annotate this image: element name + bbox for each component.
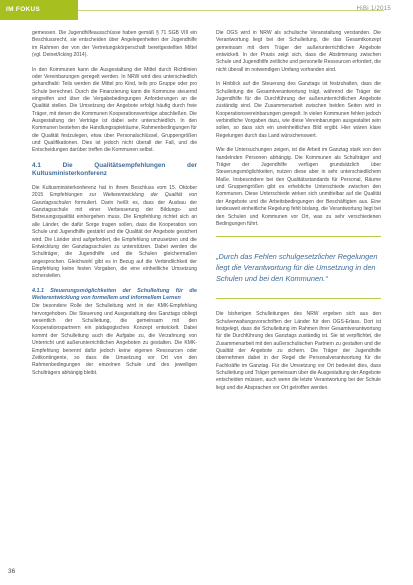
page-header [0,0,413,20]
section-tag [0,0,78,20]
paragraph: Die besondere Rolle der Schulleitung wird in der KMK-Empfehlung hervorgehoben. Die Steuerung und Ausgestaltung des Ganztags obliegt wesentlich der Schulleitung, die gemeinsam mit den Kooperationspartnern ein pädagogisches Konzept entwickelt. Dabei kommt der Schulleitung auch die Aufgabe zu, die Verzahnung von Unterricht und außerunterrichtlichen Angeboten zu gestalten. Die KMK-Empfehlung benennt dafür jedoch keine eigenen Ressourcen oder Zeitkontingente, so dass die Umsetzung vor Ort von den Rahmenbedingungen der einzelnen Schule und des jeweiligen Schulträgers abhängig bleibt. [32,303,197,376]
issue-label: HiBi 1/2015 [356,6,391,12]
pull-quote-text: „Durch das Fehlen schulgesetzlicher Regelungen liegt die Verantwortung für die Umsetzung in den Schulen und bei den Kommunen.“ [216,252,378,284]
paragraph [32,185,197,280]
paragraph: Wie die Untersuchungen zeigen, ist die Arbeit im Ganztag stark von den handelnden Personen abhängig. Die Kommunen als Schulträger und Träger der Jugendhilfe verfügen grundsätzlich über Steuerungsmöglichkeiten, nutzen diese aber in sehr unterschiedlichem Maße. Insbesondere bei den Qualitätsstandards für Personal, Räume und Gruppengrößen gibt es erhebliche Unterschiede zwischen den Kommunen. Diese Unterschiede wirken sich unmittelbar auf die Qualität der Angebote und die Arbeitsbedingungen der Beschäftigten aus. Eine landesweit einheitliche Regelung fehlt bislang, die Verantwortung liegt bei den Schulen und Kommunen vor Ort, was zu sehr verschiedenen Bedingungen führt. [216,147,381,227]
paragraph: In den Kommunen kann die Ausgestaltung der Mittel durch Richtlinien oder Vereinbarungen geregelt werden. In NRW wird dies unterschiedlich gehandhabt: Teils werden die Mittel pro Kind, teils pro Gruppe oder pro Schule berechnet. Durch die Finanzierung kann die Kommune steuernd eingreifen und über die Vergabebedingungen Anforderungen an die Qualität stellen. Die Umsetzung der Angebote erfolgt häufig durch freie Träger, mit denen die Kommunen Kooperationsverträge abschließen. Die Ausgestaltung der Verträge ist dabei sehr unterschiedlich. In den Kommunen bestehen die Handlungsspielräume, Rahmenbedingungen für die Qualität festzulegen, etwa über Personalschlüssel, Gruppengrößen und Qualifikationen. Dies ist jedoch nicht überall der Fall, und die Entscheidungen darüber treffen die Kommunen selbst. [32,66,197,154]
left-column [32,30,197,384]
paragraph: In Hinblick auf die Steuerung des Ganztags ist festzuhalten, dass die Schulleitung die Gesamtverantwortung trägt, während die Träger der Jugendhilfe für die Durchführung der außerunterrichtlichen Angebote zuständig sind. Die Zusammenarbeit zwischen beiden Seiten wird in Kooperationsvereinbarungen geregelt. In vielen Kommunen fehlen jedoch verbindliche Vorgaben dazu, wie diese Vereinbarungen ausgestaltet sein sollen, so dass sich ein uneinheitliches Bild ergibt. Hier wären klare Regelungen durch das Land wünschenswert. [216,81,381,139]
paragraph-intro: Die Kultusministerkonferenz hat in ihrem Beschluss vom 15. Oktober 2015 Empfehlungen zur [32,185,197,199]
paragraph: gemessen. Die Jugendhilfeausschüsse haben gemäß § 71 SGB VIII ein Beschlussrecht, sie entscheiden über Angelegenheiten der Jugendhilfe im Rahmen der von der Vertretungskörperschaft bereitgestellten Mittel (vgl. Deinet/Icking 2014). [32,30,197,59]
subsection-heading: 4.1.1 Steuerungsmöglichkeiten der Schulleitung für die Weiterentwicklung von formellem und informellem Lernen [32,287,197,302]
paragraph-rest: formuliert. Darin heißt es, dass der Ausbau der Ganztagsschule mit einer Verbesserung der Bildungs- und Betreuungsqualität einhergehen muss. Die Empfehlung richtet sich an alle Länder, die dafür Sorge tragen sollen, dass die Kooperation von Schule und Jugendhilfe gestärkt und die Qualität der Angebote gesichert wird. Die Länder sind aufgefordert, die Empfehlung umzusetzen und die Entwicklung der Ganztagsschulen zu unterstützen. Dabei werden die Schulträger, die Jugendhilfe und die Schulen gleichermaßen angesprochen. Gleichwohl gibt es in Bezug auf die Verbindlichkeit der Empfehlung keine festen Vorgaben, die eine einheitliche Umsetzung sicherstellen. [32,199,197,280]
emphasized-text: Weiterentwicklung der Qualität von Ganztagsschulen [32,192,198,206]
paragraph: Die OGS wird in NRW als schulische Veranstaltung verstanden. Die Verantwortung liegt bei der Schulleitung, die das Gesamtkonzept gemeinsam mit dem Träger der außerunterrichtlichen Angebote entwickelt. In der Praxis zeigt sich, dass die Abstimmung zwischen Schule und Jugendhilfe zeitliche und personelle Ressourcen erfordert, die nicht überall im notwendigen Umfang vorhanden sind. [216,30,381,73]
pull-quote [216,236,381,299]
page-number: 36 [8,568,16,575]
section-label: IM FOKUS [6,6,41,13]
right-column [216,30,381,399]
paragraph: Die bisherigen Schulleitungen des NRW ergeben sich aus den Schulverwaltungsvorschriften der Länder für den OGS-Erlass. Dort ist festgelegt, dass die Schulleitung im Rahmen ihrer Gesamtverantwortung für die Durchführung des Ganztags zuständig ist. Sie ist verpflichtet, die Zusammenarbeit mit den außerschulischen Partnern zu gestalten und die Qualität der Angebote zu sichern. Die Träger der Jugendhilfe übernehmen dabei in der Regel die Personalverantwortung für die Fachkräfte im Ganztag. Für die Umsetzung vor Ort bedeutet dies, dass Schulleitung und Träger gemeinsam über die Ausgestaltung der Angebote entscheiden müssen, auch wenn die letzte Verantwortung bei der Schule liegt und die Absprachen vor Ort getroffen werden. [216,311,381,391]
header-rule [78,10,384,11]
section-heading: 4.1 Die Qualitätsempfehlungen der Kultusministerkonferenz [32,162,197,178]
